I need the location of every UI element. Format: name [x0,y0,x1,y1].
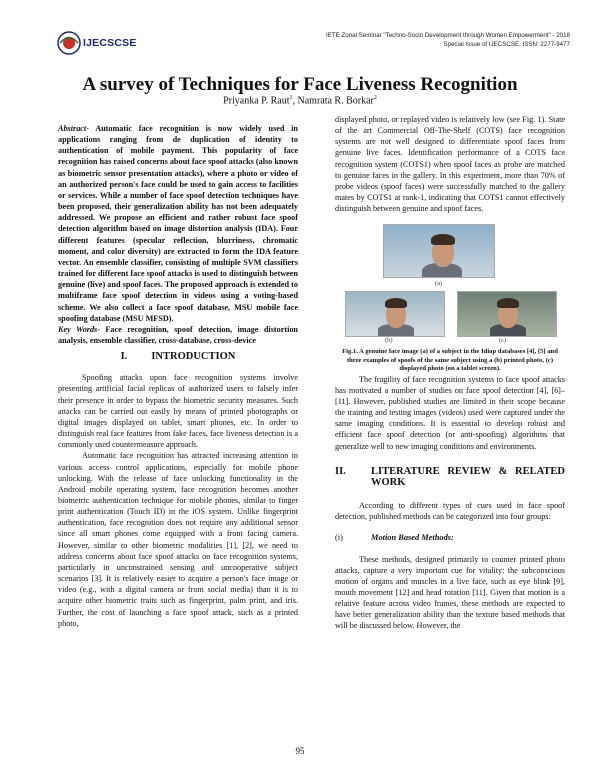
author-separator: , [292,95,298,107]
author-line [0,95,600,106]
motion-paragraph-1: These methods, designed primarily to counter printed photo attacks, capture a very important cue for vitality: the subconscious motion of organs and muscles in a live face, such as eye blink [9], mouth movement [12] and head rotation [11]. Given that motion is a relative feature across video frames, these methods are expected to have better generalization ability than the texture based methods that will be discussed below. However, the [335,554,565,631]
section-1-number: I. [120,351,128,363]
section-2-number: II. [335,465,346,477]
subsection-title: Motion Based Methods: [371,533,454,543]
genuine-face-photo [383,224,495,278]
right-paragraph-2: The fragility of face recognition systems to face spoof attacks has motivated a number of studies on face spoof detection [4], [6]–[11]. However, published studies are limited in their scope because the training and testing images (videos) used were captured under the same imaging conditions. It is essential to develop robust and efficient face spoof detection (or anti-spoofing) algorithms that generalize well to new imaging conditions and environments. [335,374,565,451]
section-1-heading [58,351,298,362]
figure-label-a: (a) [435,280,443,288]
figure-label-c: (c) [499,337,507,345]
author-2: Namrata R. Borkar [297,95,374,107]
right-paragraph-1: displayed photo, or replayed video is relatively low (see Fig. 1). State of the art Commercial Off-The-Shelf (COTS) face recognition systems are not well designed to differentiate spoof faces from genuine live faces. Identification performance of a COTS face recognition system (COTS1) when spoof faces as probe are matched to genuine faces in the gallery. In this experiment, more than 70% of probe videos (spoof faces) were successfully matched to the gallery mates by COTS1 at rank-1, indicating that COTS1 cannot effectively distinguish between genuine and spoof faces. [335,115,565,214]
author-1: Priyanka P. Raut [223,95,290,107]
figure-label-b: (b) [385,337,393,345]
figure-1 [335,224,565,344]
abstract-text: Automatic face recognition is now widely used in applications ranging from de duplication of identity to authentication of mobile payment. This popularity of face recognition has raised concerns about face spoof attacks (also known as biometric sensor presentation attacks), where a photo or video of an authorized person's face could be used to gain access to facilities or services. While a number of face spoof detection techniques have been proposed, their generalization ability has not been adequately addressed. We propose an efficient and rather robust face spoof detection algorithm based on image distortion analysis (IDA). Four different features (specular reflection, blurriness, chromatic moment, and color diversity) are extracted to form the IDA feature vector. An ensemble classifier, consisting of multiple SVM classifiers trained for different face spoof attacks is used to distinguish between genuine (live) and spoof faces. The proposed approach is extended to multiframe face spoof detection in videos using a voting-based scheme. We also collect a face spoof database, MSU mobile face spoofing database (MSU MFSD). [58,124,298,323]
header-line-2: Special Issue of IJECSCSE, ISSN: 2277-9477 [443,41,570,48]
abstract-label: Abstract- [58,124,89,133]
displayed-photo-spoof [457,291,557,337]
figure-1-caption: Fig.1. A genuine face image (a) of a subject in the Idiap databases [4], [5] and three examples of spoofs of the same subject using a (b) printed photo, (c) displayed photo (on a tablet screen). [342,348,558,373]
abstract [58,123,298,324]
paper-title: A survey of Techniques for Face Liveness Recognition [82,74,518,95]
keywords-label: Key Words- [58,324,100,334]
journal-logo [56,30,176,56]
logo-emblem-icon [56,30,82,56]
running-header [270,31,570,49]
section-2-heading [335,466,565,488]
intro-paragraph-1: Spoofing attacks upon face recognition systems involve presenting artificial facial replicas of authorized users to falsely infer their presence in order to bypass the biometric security measures. Such attacks can be carried out easily by means of printed photographs or digital images displayed on tablet, smart phones, etc. In order to distinguish real face features from fake faces, face liveness detection is a commonly used countermeasure approach. [58,373,298,450]
section-1-title: INTRODUCTION [151,351,236,363]
section-2-title: LITERATURE REVIEW & RELATED WORK [371,465,565,488]
page-number: 95 [295,746,305,756]
keywords [58,324,298,346]
literature-paragraph-1: According to different types of cues used in face spoof detection, published methods can be categorized into four groups: [335,501,565,522]
author-2-affil: 2 [373,95,377,101]
intro-paragraph-2: Automatic face recognition has attracted increasing attention in various access control applications, especially for mobile phone unlocking. With the release of face unlocking functionality in the Android mobile operating system, face recognition becomes another biometric authentication technique for mobile phones, similar to finger print authentication (Touch ID) in the iOS system. Unlike fingerprint authentication, face recognition does not require any additional sensor since all smart phones come equipped with a front facing camera. However, similar to other biometric modalities [1], [2], we need to address concerns about face spoof attacks on face recognition systems, particularly in unconstrained sensing and uncooperative subject scenarios [3]. It is relatively easier to acquire a person's face image or video (e.g., with a digital camera or from social media) than it is to acquire other biometric traits such as fingerprint, palm print, and iris. Further, the cost of launching a face spoof attack, such as a printed photo, [58,451,298,628]
logo-text: IJECSCSE [83,37,137,49]
header-line-1: IETE Zonal Seminar "Techno-Socio Development through Women Empowerment" - 2018 [326,32,570,39]
left-column [58,123,298,629]
subsection-motion-heading [335,532,565,543]
printed-photo-spoof [345,291,445,337]
keywords-text: Face recognition, spoof detection, image distortion analysis, ensemble classifier, cross-database, cross-device [58,324,298,345]
right-column [335,114,565,632]
author-1-affil: 1 [289,95,293,101]
subsection-number: (i) [335,533,343,543]
